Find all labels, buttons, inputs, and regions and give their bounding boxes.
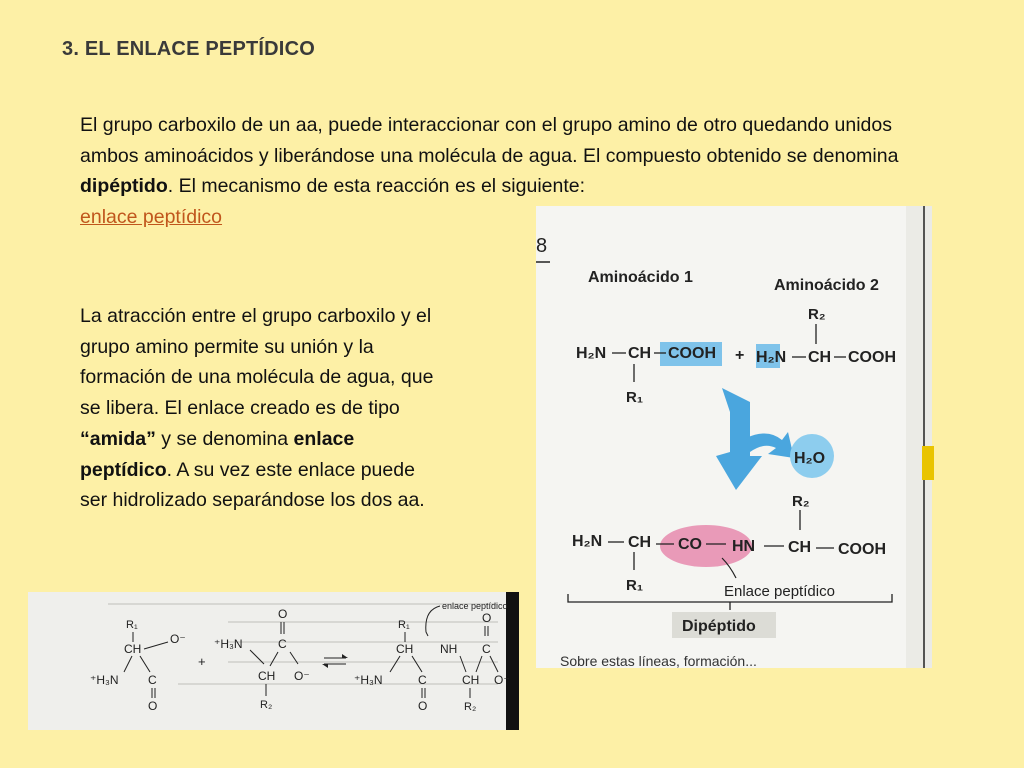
explanation-paragraph [80, 301, 440, 516]
bond-label: Enlace peptídico [724, 583, 835, 600]
dipeptide-ch2: CH [788, 539, 812, 556]
r2-top: R₂ [808, 306, 826, 323]
zwitterion-reaction-figure [28, 592, 519, 730]
intro-text: El grupo carboxilo de un aa, puede interaccionar con el grupo amino de otro quedando unidos ambos aminoácidos y liberándose una molécula de agua. El compuesto obtenido se denomina [80, 114, 899, 167]
dipeptide-co: CO [678, 536, 702, 553]
zwitterion-diagram [28, 592, 519, 730]
dp-o-top: O [482, 611, 492, 625]
aa2-label: Aminoácido 2 [774, 277, 879, 294]
dp-o-minus: O⁻ [494, 673, 510, 687]
dipeptide-h2n: H₂N [572, 533, 603, 550]
dp-ch2: CH [462, 673, 480, 687]
dipeptide-label: Dipéptido [682, 618, 756, 635]
page-mark: 8 [536, 235, 548, 257]
peptide-bond-link[interactable]: enlace peptídico [80, 205, 223, 228]
aa1-h3n: ⁺H₃N [90, 673, 119, 687]
aa1-o: O [148, 699, 158, 713]
peptide-bond-term: enlace peptídico [80, 427, 355, 481]
dipeptide-formation-figure [536, 206, 932, 668]
aa2-r2: R₂ [260, 699, 273, 711]
intro-text-end: . El mecanismo de esta reacción es el siguiente: [167, 175, 586, 197]
r1-bottom: R₁ [626, 577, 644, 594]
aa2-o-minus: O⁻ [294, 669, 310, 683]
aa1-ch: CH [628, 345, 652, 362]
dp-h3n: ⁺H₃N [354, 673, 383, 687]
dipeptide-cooh: COOH [838, 541, 886, 558]
dp-c2: C [482, 642, 491, 656]
bond-label: enlace peptídico [442, 601, 508, 611]
plus-sign: + [198, 654, 206, 669]
aa2-c: C [278, 637, 287, 651]
aa1-o-minus-top: O⁻ [170, 632, 186, 646]
page-edge-marker [922, 446, 934, 480]
aa2-h2n: H₂N [756, 349, 787, 366]
dipeptide-diagram [536, 206, 932, 668]
explanation-text-1: La atracción entre el grupo carboxilo y el grupo amino permite su unión y la formación de una molécula de agua, que se libera. El enlace creado es de tipo [80, 305, 434, 420]
aa1-ch: CH [124, 642, 142, 656]
r2-bottom: R₂ [792, 493, 810, 510]
plus-sign: + [735, 347, 745, 364]
aa2-cooh: COOH [848, 349, 896, 366]
aa1-label: Aminoácido 1 [588, 269, 693, 286]
aa1-cooh: COOH [668, 345, 716, 362]
dp-c1: C [418, 673, 427, 687]
r1-top: R₁ [626, 389, 644, 406]
aa2-ch: CH [258, 669, 276, 683]
slide-title: 3. EL ENLACE PEPTÍDICO [62, 38, 315, 60]
aa2-o-top: O [278, 607, 288, 621]
dp-nh: NH [440, 642, 458, 656]
explanation-text-3: . A su vez este enlace puede ser hidrolizado separándose los dos aa. [80, 458, 425, 512]
dp-r1: R₁ [398, 619, 410, 631]
dipeptide-hn: HN [732, 538, 756, 555]
aa1-h2n: H₂N [576, 345, 607, 362]
aa2-ch: CH [808, 349, 832, 366]
aa1-c: C [148, 673, 157, 687]
dp-ch1: CH [396, 642, 414, 656]
explanation-text-2: y se denomina [155, 427, 294, 450]
figure-footer: Sobre estas líneas, formación... [560, 653, 757, 668]
amide-term: “amida” [80, 427, 156, 450]
dp-r2: R₂ [464, 701, 477, 713]
dipeptide-term: dipéptido [80, 175, 168, 197]
dp-o: O [418, 699, 428, 713]
dipeptide-ch1: CH [628, 534, 652, 551]
aa2-h3n: ⁺H₃N [214, 637, 243, 651]
aa1-r1: R₁ [126, 619, 138, 631]
water-label: H₂O [794, 450, 826, 467]
